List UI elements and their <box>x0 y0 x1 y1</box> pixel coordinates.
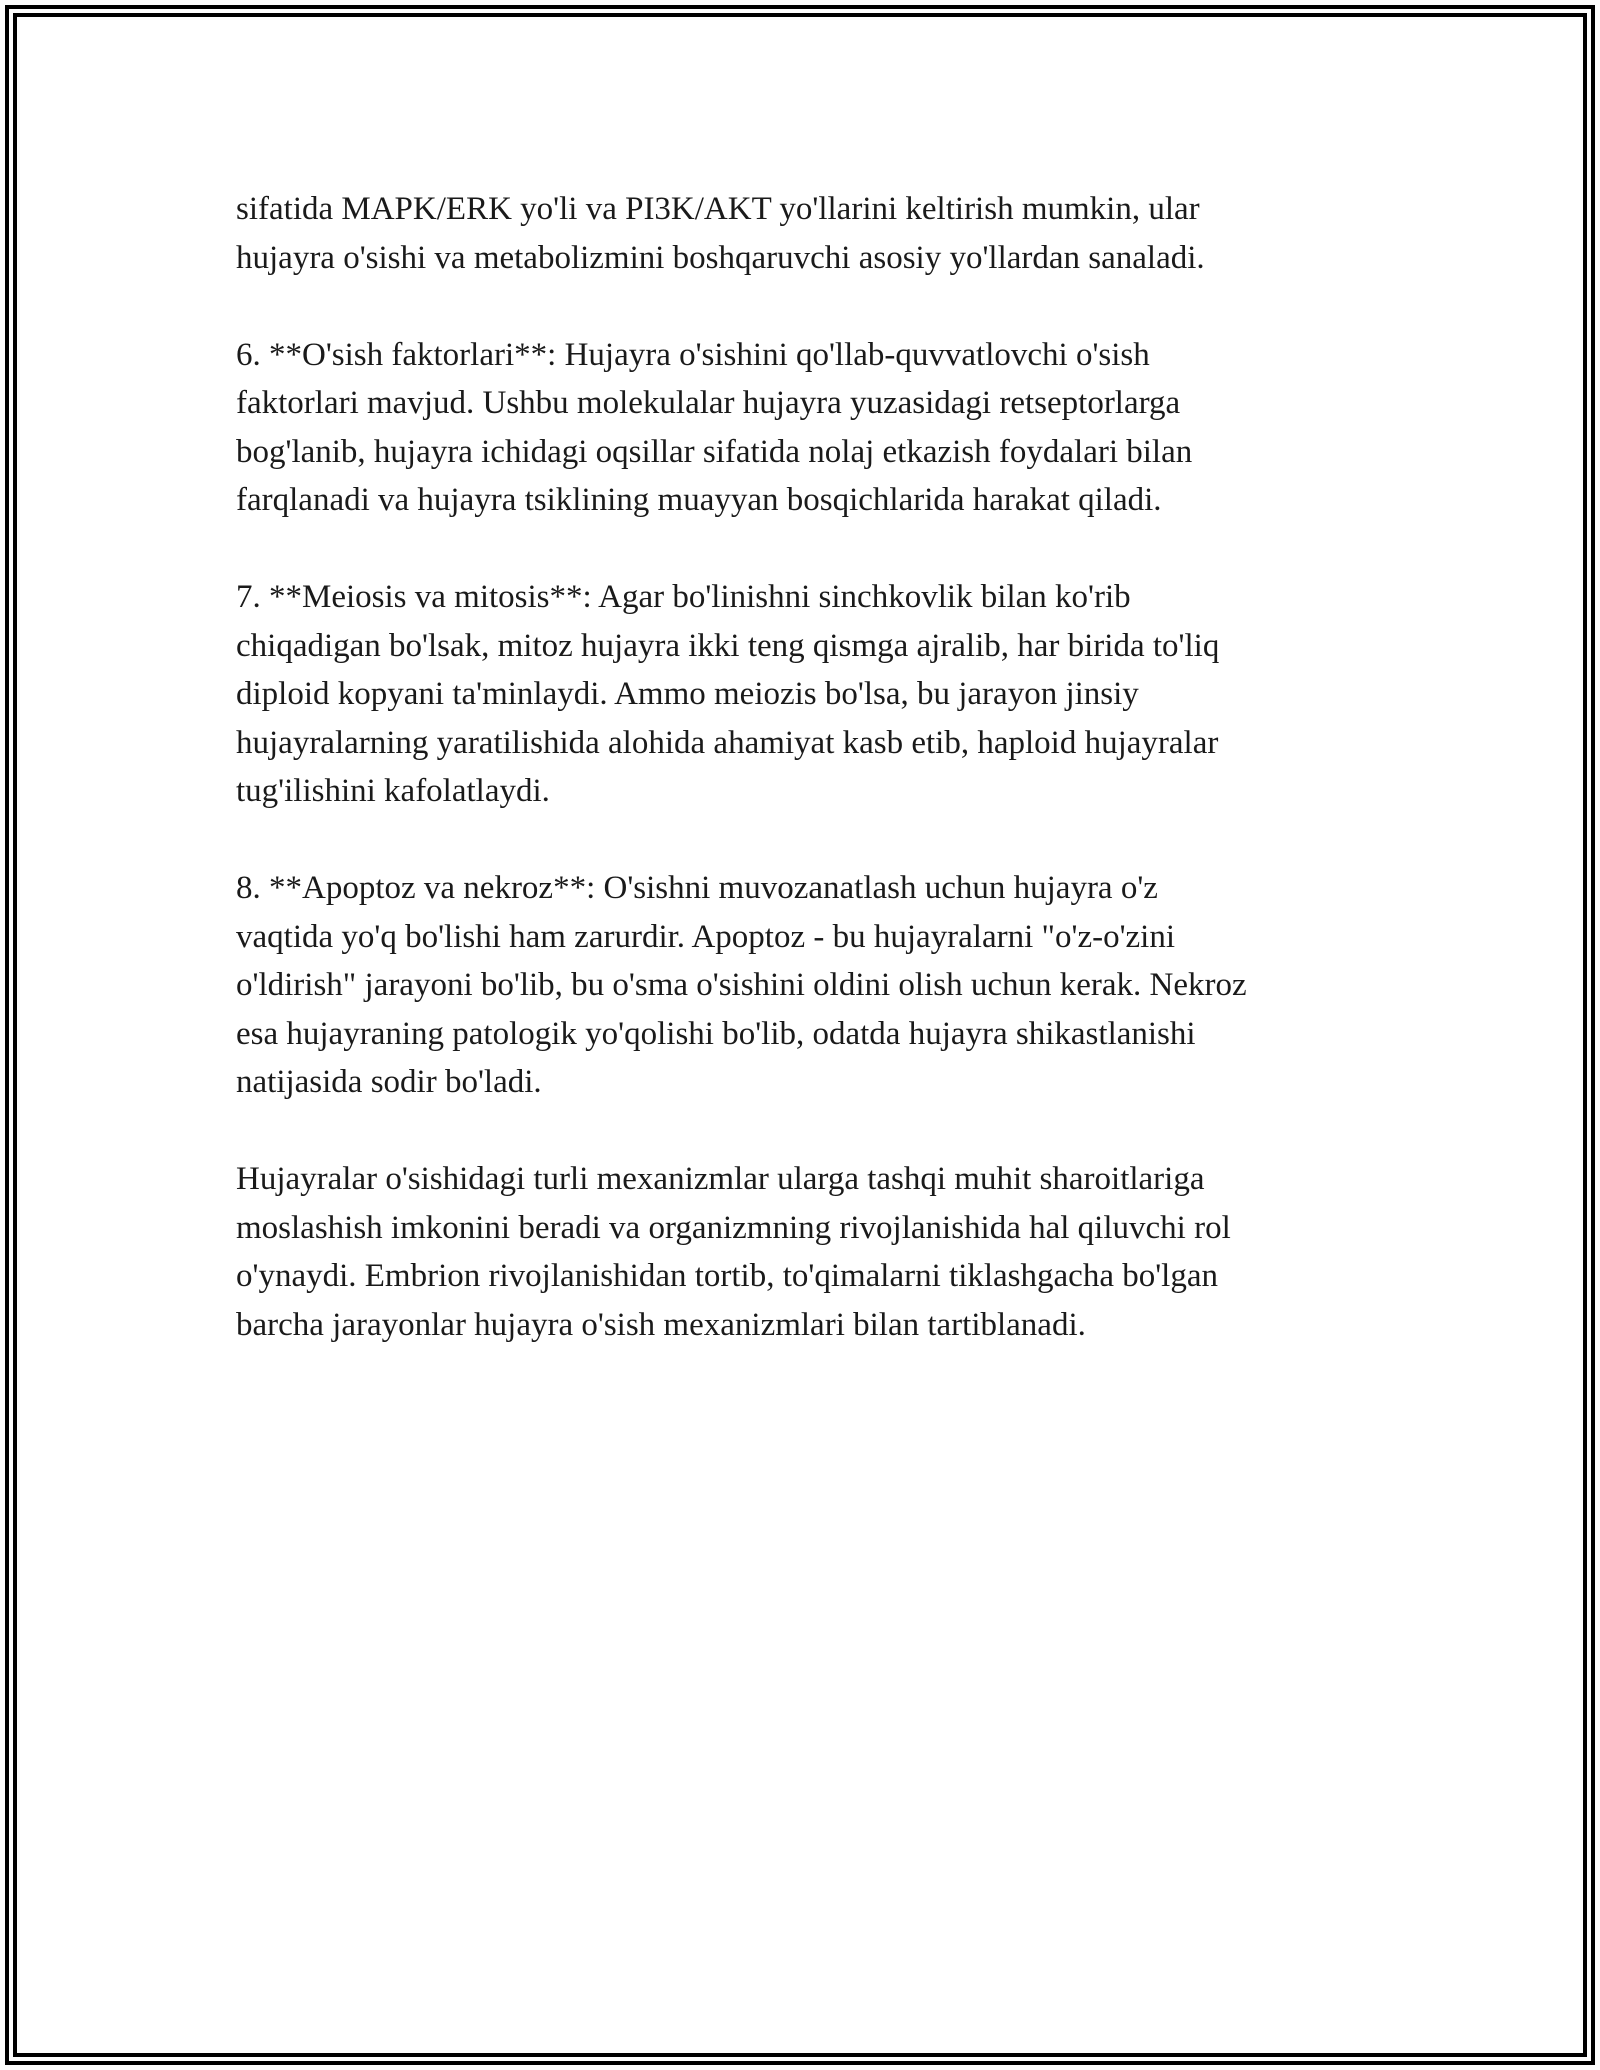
document-body <box>236 185 1376 1398</box>
paragraph-conclusion: Hujayralar o'sishidagi turli mexanizmlar ularga tashqi muhit sharoitlariga moslashish imkonini beradi va organizmning rivojlanishida hal qiluvchi rol o'ynaydi. Embrion rivojlanishidan tortib, to'qimalarni tiklashgacha bo'lgan barcha jarayonlar hujayra o'sish mexanizmlari bilan tartiblanadi. <box>236 1161 1231 1343</box>
paragraph-apoptosis-necrosis: 8. **Apoptoz va nekroz**: O'sishni muvozanatlash uchun hujayra o'z vaqtida yo'q bo'lishi ham zarurdir. Apoptoz - bu hujayralarni "o'z-o'zini o'ldirish" jarayoni bo'lib, bu o'sma o'sishini oldini olish uchun kerak. Nekroz esa hujayraning patologik yo'qolishi bo'lib, odatda hujayra shikastlanishi natijasida sodir bo'ladi. <box>236 870 1247 1100</box>
paragraph-meiosis-mitosis: 7. **Meiosis va mitosis**: Agar bo'linishni sinchkovlik bilan ko'rib chiqadigan bo'lsak, mitoz hujayra ikki teng qismga ajralib, har birida to'liq diploid kopyani ta'minlaydi. Ammo meiozis bo'lsa, bu jarayon jinsiy hujayralarning yaratilishida alohida ahamiyat kasb etib, haploid hujayralar tug'ilishini kafolatlaydi. <box>236 579 1220 809</box>
paragraph-growth-factors: 6. **O'sish faktorlari**: Hujayra o'sishini qo'llab-quvvatlovchi o'sish faktorlari mavjud. Ushbu molekulalar hujayra yuzasidagi retseptorlarga bog'lanib, hujayra ichidagi oqsillar sifatida nolaj etkazish foydalari bilan farqlanadi va hujayra tsiklining muayyan bosqichlarida harakat qiladi. <box>236 336 1193 518</box>
paragraph-pathways-continuation: sifatida MAPK/ERK yo'li va PI3K/AKT yo'llarini keltirish mumkin, ular hujayra o'sishi va metabolizmini boshqaruvchi asosiy yo'llardan sanaladi. <box>236 191 1205 276</box>
